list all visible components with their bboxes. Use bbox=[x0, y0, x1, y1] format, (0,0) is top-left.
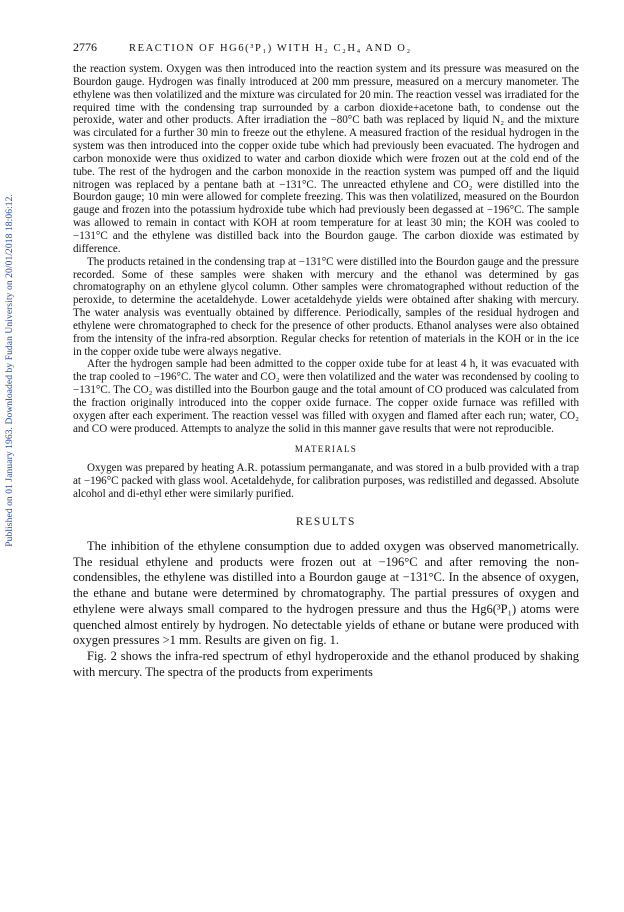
materials-section bbox=[73, 462, 579, 501]
download-note: Published on 01 January 1963. Downloaded by Fudan University on 20/01/2018 18:06:12. bbox=[5, 193, 15, 547]
page-number: 2776 bbox=[73, 40, 97, 54]
paragraph: Oxygen was prepared by heating A.R. potassium permanganate, and was stored in a bulb provided with a trap at −196°C packed with glass wool. Acetaldehyde, for calibration purposes, was redistilled and degassed. Absolute alcohol and di-ethyl ether were similarly purified. bbox=[73, 462, 579, 501]
running-title: REACTION OF HG6(³P₁) WITH H₂ C₂H₄ AND O₂ bbox=[129, 43, 412, 54]
paragraph: The inhibition of the ethylene consumption due to added oxygen was observed manometrically. The residual ethylene and products were frozen out at −196°C and after removing the non-condensibles, the ethylene was distilled into a Bourdon gauge at −131°C. In the absence of oxygen, the ethane and butane were determined by chromatography. The partial pressures of oxygen and ethylene were always small compared to the hydrogen pressure and thus the Hg6(³P₁) atoms were quenched almost entirely by hydrogen. No detectable yields of ethane or butane were produced with oxygen pressures >1 mm. Results are given on fig. 1. bbox=[73, 539, 579, 648]
section-heading-materials: MATERIALS bbox=[294, 444, 358, 455]
paragraph: The products retained in the condensing trap at −131°C were distilled into the Bourdon gauge and the pressure recorded. Some of these samples were shaken with mercury and the ethanol was determined by gas chromatography on an ethylene glycol column. Other samples were chromatographed without reduction of the peroxide, to determine the acetaldehyde. Lower acetaldehyde yields were obtained after shaking with mercury. The water analysis was eventually obtained by difference. Periodically, samples of the residual hydrogen and ethylene were chromatographed to check for the presence of other products. Ethanol analyses were also obtained from the intensity of the infra-red absorption. Regular checks for retention of materials in the KOH or in the ice in the copper oxide tube were always negative. bbox=[73, 255, 579, 358]
page-header bbox=[73, 40, 579, 58]
results-section bbox=[73, 539, 579, 680]
article-page bbox=[73, 40, 579, 680]
section-heading-results: RESULTS bbox=[296, 516, 356, 528]
paragraph: After the hydrogen sample had been admitted to the copper oxide tube for at least 4 h, it was evacuated with the trap cooled to −196°C. The water and CO₂ were then volatilized and the water was recondensed by cooling to −131°C. The CO₂ was distilled into the Bourbon gauge and the total amount of CO produced was calculated from the fraction originally introduced into the copper oxide furnace. The copper oxide furnace was refilled with oxygen after each experiment. The reaction vessel was filled with oxygen and flamed after each run; water, CO₂ and CO were produced. Attempts to analyze the solid in this manner gave results that were not reproducible. bbox=[73, 358, 579, 435]
methods-section bbox=[73, 63, 579, 435]
download-watermark bbox=[2, 140, 18, 600]
paragraph: the reaction system. Oxygen was then introduced into the reaction system and its pressure was measured on the Bourdon gauge. Hydrogen was finally introduced at 200 mm pressure, measured on a mercury manometer. The ethylene was then volatilized and the mixture was circulated for 20 min. The reaction vessel was irradiated for the required time with the condensing trap surrounded by a carbon dioxide+acetone bath, to condense out the peroxide, water and other products. After irradiation the −80°C bath was replaced by liquid N₂ and the mixture was circulated for a further 30 min to freeze out the ethylene. A measured fraction of the residual hydrogen in the system was then introduced into the copper oxide tube which had previously been evacuated. The hydrogen and carbon monoxide were thus oxidized to water and carbon dioxide which were frozen out at the cold end of the tube. The rest of the hydrogen and the carbon monoxide in the reaction system was pumped off and the liquid nitrogen was replaced by a pentane bath at −131°C. The unreacted ethylene and CO₂ were distilled into the Bourdon gauge; 10 min were allowed for complete freezing. This was then volatilized, measured on the Bourdon gauge and frozen into the potassium hydroxide tube which had previously been degassed at −196°C. The sample was allowed to remain in contact with KOH at room temperature for at least 30 min; the KOH was cooled to −131°C and the ethylene was distilled back into the Bourdon gauge. The carbon dioxide was estimated by difference. bbox=[73, 63, 579, 255]
paragraph: Fig. 2 shows the infra-red spectrum of ethyl hydroperoxide and the ethanol produced by shaking with mercury. The spectra of the products from experiments bbox=[73, 648, 579, 679]
